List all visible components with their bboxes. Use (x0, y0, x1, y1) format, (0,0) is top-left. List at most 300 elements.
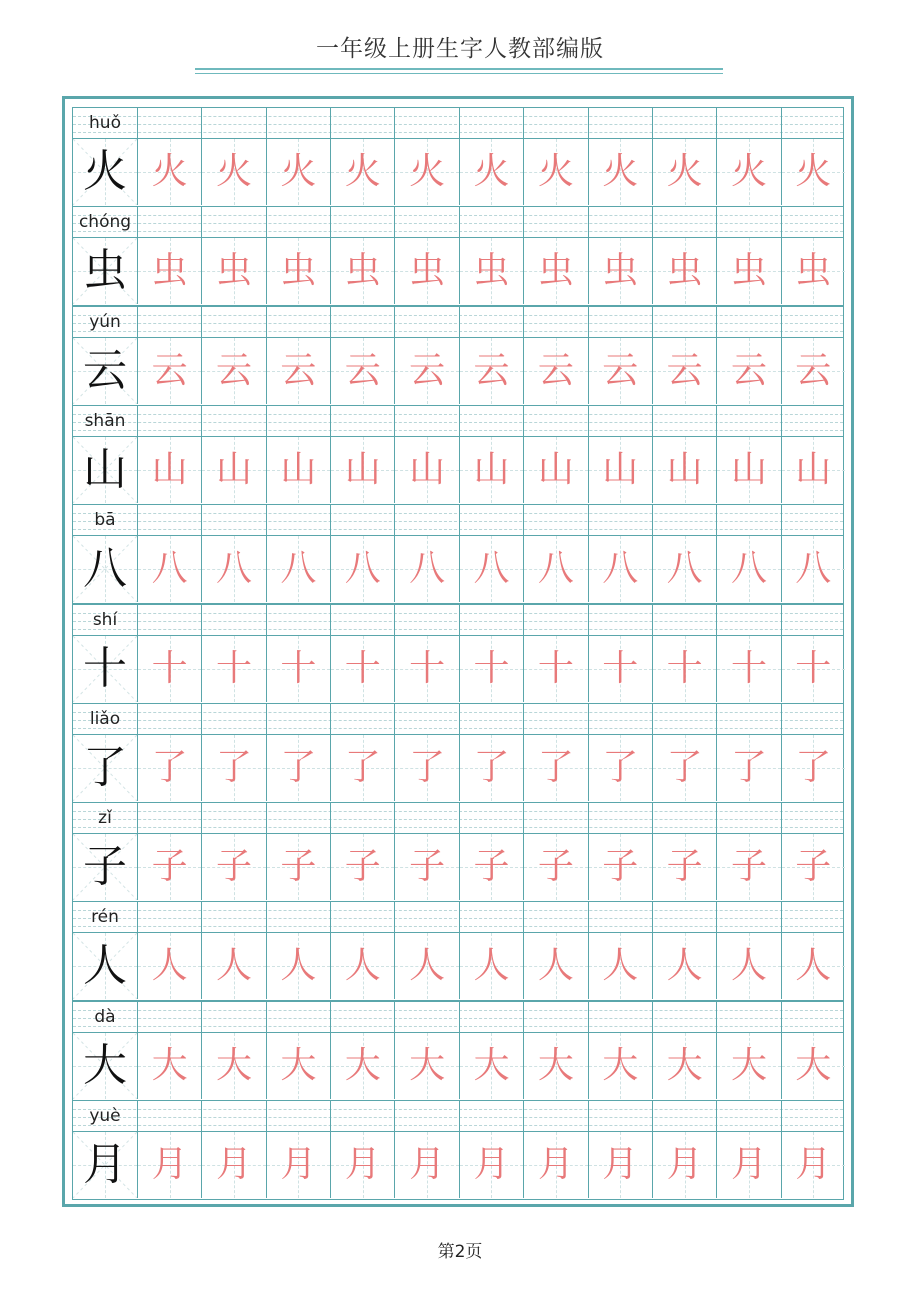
pinyin-cell-divider (266, 307, 267, 337)
trace-character: 八 (344, 548, 381, 590)
practice-row (72, 107, 844, 207)
pinyin-cell-divider (652, 1101, 653, 1131)
pinyin-label: rén (91, 907, 119, 928)
model-character: 山 (83, 443, 127, 495)
pinyin-cell-divider (394, 704, 395, 734)
trace-character: 虫 (537, 250, 574, 292)
model-cell (73, 139, 137, 205)
trace-cell (588, 1132, 652, 1198)
trace-character: 了 (473, 746, 510, 788)
practice-row (72, 1001, 844, 1101)
trace-cell (781, 834, 845, 900)
trace-character: 山 (602, 448, 639, 490)
trace-cell (652, 1132, 716, 1198)
pinyin-cell-divider (588, 704, 589, 734)
pinyin-cell-divider (459, 1101, 460, 1131)
pinyin-cell-divider (330, 803, 331, 833)
trace-cell (652, 139, 716, 205)
pinyin-cell-divider (266, 605, 267, 635)
trace-character: 山 (344, 448, 381, 490)
pinyin-cell-divider (716, 108, 717, 138)
trace-character: 子 (409, 846, 446, 888)
trace-cell (266, 933, 330, 999)
trace-cell (266, 834, 330, 900)
trace-character: 八 (795, 548, 832, 590)
pinyin-cell-divider (330, 1101, 331, 1131)
trace-character: 十 (602, 647, 639, 689)
pinyin-cell-divider (201, 207, 202, 237)
trace-cell (266, 735, 330, 801)
practice-row (72, 901, 844, 1001)
trace-character: 云 (216, 349, 253, 391)
character-grid (72, 107, 844, 1200)
pinyin-cell-divider (716, 505, 717, 535)
pinyin-cell-divider (781, 605, 782, 635)
pinyin-band (72, 206, 844, 238)
trace-cell (394, 437, 458, 503)
pinyin-label: liǎo (89, 708, 121, 729)
trace-character: 虫 (602, 250, 639, 292)
pinyin-cell-divider (781, 803, 782, 833)
pinyin-cell-divider (652, 505, 653, 535)
trace-character: 大 (537, 1044, 574, 1086)
trace-cell (459, 933, 523, 999)
model-character: 八 (83, 543, 127, 595)
trace-character: 火 (216, 151, 253, 192)
trace-cell (137, 735, 201, 801)
pinyin-band (72, 901, 844, 933)
trace-cell (394, 338, 458, 404)
pinyin-cell-divider (330, 605, 331, 635)
trace-character: 十 (666, 647, 703, 689)
trace-character: 月 (216, 1144, 253, 1185)
trace-cell (459, 735, 523, 801)
trace-character: 八 (409, 548, 446, 590)
pinyin-cell-divider (330, 505, 331, 535)
trace-cell (716, 536, 780, 602)
trace-character: 虫 (666, 250, 703, 292)
pinyin-cell-divider (652, 108, 653, 138)
trace-cell (394, 1132, 458, 1198)
pinyin-cell-divider (266, 902, 267, 932)
trace-cell (459, 1033, 523, 1099)
pinyin-cell-divider (459, 1002, 460, 1032)
pinyin-cell-divider (201, 307, 202, 337)
trace-cell (201, 338, 265, 404)
pinyin-cell-divider (716, 1101, 717, 1131)
trace-character: 子 (666, 846, 703, 888)
pinyin-cell-divider (523, 803, 524, 833)
pinyin-cell-divider (394, 803, 395, 833)
pinyin-cell-divider (588, 902, 589, 932)
pinyin-cell-divider (137, 1101, 138, 1131)
trace-character: 十 (730, 647, 767, 689)
trace-cell (330, 735, 394, 801)
trace-character: 子 (730, 846, 767, 888)
page-number: 第2页 (437, 1242, 483, 1262)
trace-cell (137, 834, 201, 900)
model-character: 大 (83, 1039, 127, 1091)
pinyin-cell-divider (394, 406, 395, 436)
trace-cell (523, 536, 587, 602)
trace-character: 月 (537, 1144, 574, 1185)
pinyin-cell-divider (330, 902, 331, 932)
trace-cell (716, 735, 780, 801)
character-band (72, 437, 844, 505)
trace-cell (201, 636, 265, 702)
pinyin-cell-divider (394, 902, 395, 932)
trace-character: 了 (537, 746, 574, 788)
pinyin-cell-divider (781, 406, 782, 436)
pinyin-cell-divider (459, 406, 460, 436)
pinyin-cell-divider (716, 704, 717, 734)
pinyin-cell-divider (652, 803, 653, 833)
trace-character: 八 (602, 548, 639, 590)
pinyin-cell-divider (137, 406, 138, 436)
trace-character: 子 (280, 846, 317, 888)
pinyin-cell-divider (523, 505, 524, 535)
trace-character: 了 (602, 746, 639, 788)
trace-cell (523, 338, 587, 404)
pinyin-band (72, 405, 844, 437)
trace-character: 火 (795, 151, 832, 192)
trace-character: 了 (344, 746, 381, 788)
trace-character: 八 (537, 548, 574, 590)
practice-row (72, 604, 844, 704)
pinyin-cell-divider (523, 1002, 524, 1032)
pinyin-cell-divider (716, 207, 717, 237)
pinyin-cell-divider (781, 1101, 782, 1131)
trace-character: 虫 (795, 250, 832, 292)
trace-cell (459, 536, 523, 602)
trace-character: 子 (795, 846, 832, 888)
trace-cell (716, 834, 780, 900)
trace-cell (523, 437, 587, 503)
pinyin-cell-divider (201, 1101, 202, 1131)
pinyin-band (72, 604, 844, 636)
trace-character: 大 (473, 1044, 510, 1086)
model-character: 月 (83, 1139, 127, 1190)
trace-character: 虫 (216, 250, 253, 292)
pinyin-cell-divider (137, 902, 138, 932)
pinyin-cell-divider (652, 207, 653, 237)
pinyin-cell-divider (523, 406, 524, 436)
pinyin-cell-divider (781, 207, 782, 237)
trace-cell (781, 338, 845, 404)
pinyin-cell-divider (652, 704, 653, 734)
trace-character: 十 (473, 647, 510, 689)
pinyin-cell-divider (523, 108, 524, 138)
trace-character: 大 (280, 1044, 317, 1086)
trace-cell (394, 933, 458, 999)
trace-cell (716, 636, 780, 702)
trace-cell (394, 735, 458, 801)
trace-character: 人 (666, 945, 703, 987)
pinyin-cell-divider (523, 207, 524, 237)
pinyin-cell-divider (201, 902, 202, 932)
trace-character: 八 (666, 548, 703, 590)
trace-character: 大 (795, 1044, 832, 1086)
trace-cell (652, 238, 716, 304)
trace-cell (781, 1033, 845, 1099)
trace-character: 十 (795, 647, 832, 689)
trace-cell (781, 636, 845, 702)
practice-row (72, 703, 844, 803)
pinyin-cell-divider (459, 605, 460, 635)
model-cell (73, 735, 137, 801)
trace-cell (266, 536, 330, 602)
pinyin-cell-divider (781, 108, 782, 138)
pinyin-cell-divider (716, 307, 717, 337)
model-character: 人 (83, 940, 127, 992)
trace-cell (781, 536, 845, 602)
pinyin-cell-divider (781, 704, 782, 734)
trace-cell (201, 735, 265, 801)
trace-character: 云 (409, 349, 446, 391)
trace-character: 云 (473, 349, 510, 391)
trace-character: 火 (602, 151, 639, 192)
trace-cell (137, 536, 201, 602)
pinyin-cell-divider (137, 704, 138, 734)
trace-character: 十 (409, 647, 446, 689)
pinyin-cell-divider (394, 307, 395, 337)
pinyin-cell-divider (588, 406, 589, 436)
trace-character: 人 (344, 945, 381, 987)
trace-cell (652, 437, 716, 503)
trace-cell (394, 139, 458, 205)
page-title: 一年级上册生字人教部编版 (316, 36, 604, 62)
pinyin-cell-divider (330, 207, 331, 237)
pinyin-cell-divider (459, 108, 460, 138)
trace-cell (652, 834, 716, 900)
practice-row (72, 802, 844, 902)
trace-cell (523, 238, 587, 304)
trace-character: 山 (666, 448, 703, 490)
pinyin-cell-divider (266, 1101, 267, 1131)
practice-row (72, 306, 844, 406)
trace-cell (201, 1033, 265, 1099)
pinyin-cell-divider (266, 207, 267, 237)
trace-cell (588, 834, 652, 900)
trace-cell (137, 1033, 201, 1099)
model-cell (73, 1033, 137, 1099)
model-character: 了 (83, 741, 127, 793)
trace-cell (394, 1033, 458, 1099)
pinyin-cell-divider (588, 505, 589, 535)
trace-cell (716, 1033, 780, 1099)
pinyin-label: bā (94, 510, 116, 531)
pinyin-cell-divider (394, 1101, 395, 1131)
practice-sheet (62, 96, 854, 1207)
trace-cell (652, 933, 716, 999)
pinyin-band (72, 504, 844, 536)
trace-character: 虫 (344, 250, 381, 292)
trace-character: 火 (473, 151, 510, 192)
trace-cell (266, 437, 330, 503)
pinyin-band (72, 306, 844, 338)
pinyin-cell-divider (781, 1002, 782, 1032)
trace-cell (781, 1132, 845, 1198)
trace-character: 月 (666, 1144, 703, 1185)
pinyin-cell-divider (201, 406, 202, 436)
trace-character: 云 (795, 349, 832, 391)
pinyin-cell-divider (137, 605, 138, 635)
trace-cell (588, 238, 652, 304)
pinyin-cell-divider (201, 505, 202, 535)
pinyin-cell-divider (137, 505, 138, 535)
trace-character: 十 (216, 647, 253, 689)
trace-cell (137, 636, 201, 702)
trace-cell (588, 536, 652, 602)
trace-cell (459, 834, 523, 900)
trace-character: 月 (409, 1144, 446, 1185)
pinyin-cell-divider (459, 704, 460, 734)
practice-row (72, 206, 844, 306)
trace-cell (459, 636, 523, 702)
trace-cell (781, 238, 845, 304)
trace-cell (459, 238, 523, 304)
model-cell (73, 338, 137, 404)
pinyin-cell-divider (523, 902, 524, 932)
trace-cell (137, 338, 201, 404)
trace-character: 八 (151, 548, 188, 590)
trace-character: 八 (730, 548, 767, 590)
trace-cell (201, 933, 265, 999)
pinyin-cell-divider (266, 505, 267, 535)
pinyin-cell-divider (652, 1002, 653, 1032)
trace-character: 人 (730, 945, 767, 987)
trace-character: 山 (730, 448, 767, 490)
trace-cell (652, 735, 716, 801)
pinyin-cell-divider (588, 1101, 589, 1131)
trace-character: 云 (666, 349, 703, 391)
trace-character: 火 (151, 151, 188, 192)
trace-character: 月 (344, 1144, 381, 1185)
trace-cell (716, 437, 780, 503)
trace-cell (588, 338, 652, 404)
practice-row (72, 405, 844, 505)
pinyin-label: chóng (78, 212, 132, 233)
trace-character: 了 (409, 746, 446, 788)
trace-character: 山 (216, 448, 253, 490)
trace-character: 十 (537, 647, 574, 689)
pinyin-cell-divider (330, 307, 331, 337)
trace-cell (266, 238, 330, 304)
title-underline (195, 68, 723, 70)
trace-character: 大 (216, 1044, 253, 1086)
trace-character: 了 (216, 746, 253, 788)
trace-cell (459, 1132, 523, 1198)
pinyin-cell-divider (266, 1002, 267, 1032)
trace-cell (330, 1033, 394, 1099)
trace-cell (588, 1033, 652, 1099)
pinyin-cell-divider (781, 902, 782, 932)
pinyin-label: shān (84, 410, 126, 431)
character-band (72, 536, 844, 604)
pinyin-cell-divider (394, 605, 395, 635)
trace-character: 大 (666, 1044, 703, 1086)
pinyin-cell-divider (330, 108, 331, 138)
trace-character: 山 (151, 448, 188, 490)
pinyin-label: shí (92, 609, 118, 630)
trace-character: 人 (216, 945, 253, 987)
character-band (72, 1033, 844, 1101)
pinyin-cell-divider (588, 803, 589, 833)
character-band (72, 636, 844, 704)
pinyin-band (72, 802, 844, 834)
trace-cell (781, 139, 845, 205)
model-cell (73, 238, 137, 304)
pinyin-cell-divider (652, 307, 653, 337)
model-cell (73, 834, 137, 900)
trace-cell (137, 933, 201, 999)
trace-character: 子 (151, 846, 188, 888)
trace-cell (652, 1033, 716, 1099)
trace-character: 虫 (730, 250, 767, 292)
trace-cell (588, 139, 652, 205)
trace-cell (652, 338, 716, 404)
model-cell (73, 437, 137, 503)
pinyin-cell-divider (201, 803, 202, 833)
trace-character: 山 (537, 448, 574, 490)
trace-cell (137, 139, 201, 205)
pinyin-cell-divider (781, 505, 782, 535)
pinyin-cell-divider (137, 108, 138, 138)
pinyin-cell-divider (459, 902, 460, 932)
trace-cell (201, 1132, 265, 1198)
trace-cell (330, 338, 394, 404)
trace-character: 了 (151, 746, 188, 788)
trace-cell (459, 437, 523, 503)
trace-cell (266, 1033, 330, 1099)
trace-cell (201, 437, 265, 503)
trace-character: 大 (344, 1044, 381, 1086)
pinyin-cell-divider (266, 108, 267, 138)
trace-cell (394, 834, 458, 900)
pinyin-cell-divider (201, 605, 202, 635)
trace-cell (459, 338, 523, 404)
trace-cell (523, 834, 587, 900)
trace-cell (330, 238, 394, 304)
pinyin-cell-divider (716, 605, 717, 635)
trace-cell (330, 834, 394, 900)
pinyin-cell-divider (330, 704, 331, 734)
character-band (72, 933, 844, 1001)
model-cell (73, 536, 137, 602)
pinyin-cell-divider (716, 902, 717, 932)
trace-cell (652, 536, 716, 602)
trace-character: 大 (602, 1044, 639, 1086)
trace-character: 山 (409, 448, 446, 490)
trace-character: 月 (602, 1144, 639, 1185)
pinyin-cell-divider (137, 207, 138, 237)
trace-cell (201, 238, 265, 304)
trace-character: 了 (795, 746, 832, 788)
pinyin-cell-divider (716, 406, 717, 436)
trace-character: 云 (602, 349, 639, 391)
trace-cell (394, 636, 458, 702)
trace-character: 人 (795, 945, 832, 987)
trace-character: 月 (795, 1144, 832, 1185)
trace-character: 火 (666, 151, 703, 192)
pinyin-cell-divider (459, 207, 460, 237)
trace-character: 山 (280, 448, 317, 490)
pinyin-cell-divider (394, 505, 395, 535)
trace-cell (523, 1033, 587, 1099)
pinyin-cell-divider (459, 505, 460, 535)
trace-character: 火 (409, 151, 446, 192)
trace-character: 人 (280, 945, 317, 987)
